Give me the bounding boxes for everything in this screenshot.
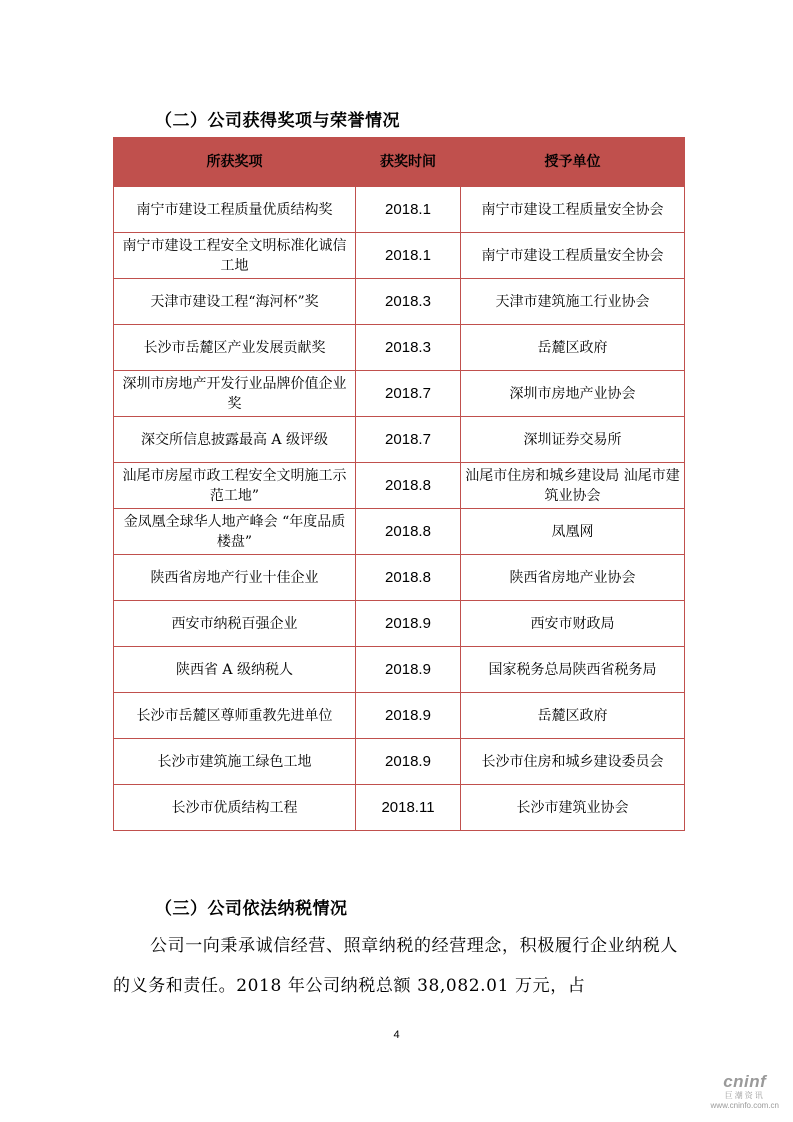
table-row [114, 509, 685, 555]
award-cell: 深交所信息披露最高 A 级评级 [114, 417, 356, 463]
table-row [114, 279, 685, 325]
award-cell: 南宁市建设工程质量优质结构奖 [114, 187, 356, 233]
tax-paragraph [113, 926, 685, 1006]
award-cell: 金凤凰全球华人地产峰会 “年度品质楼盘” [114, 509, 356, 555]
table-row [114, 601, 685, 647]
date-cell: 2018.8 [356, 509, 461, 555]
date-cell: 2018.3 [356, 325, 461, 371]
date-cell: 2018.7 [356, 371, 461, 417]
table-header-row [114, 138, 685, 187]
table-row [114, 233, 685, 279]
award-cell: 长沙市岳麓区产业发展贡献奖 [114, 325, 356, 371]
table-row [114, 187, 685, 233]
org-cell: 国家税务总局陕西省税务局 [461, 647, 685, 693]
date-cell: 2018.11 [356, 785, 461, 831]
date-cell: 2018.1 [356, 233, 461, 279]
logo-sub: 巨潮资讯 [724, 1091, 765, 1100]
table-row [114, 371, 685, 417]
table-row [114, 417, 685, 463]
logo-brand: cninf [723, 1072, 767, 1091]
org-cell: 岳麓区政府 [461, 325, 685, 371]
date-cell: 2018.9 [356, 647, 461, 693]
award-cell: 长沙市优质结构工程 [114, 785, 356, 831]
date-cell: 2018.8 [356, 555, 461, 601]
header-award: 所获奖项 [114, 138, 356, 187]
header-org: 授予单位 [461, 138, 685, 187]
award-cell: 长沙市岳麓区尊师重教先进单位 [114, 693, 356, 739]
table-row [114, 739, 685, 785]
tax-paragraph-text: 公司一向秉承诚信经营、照章纳税的经营理念，积极履行企业纳税人的义务和责任。2018 年公司纳税总额 38,082.01 万元，占 [113, 936, 678, 996]
award-cell: 深圳市房地产开发行业品牌价值企业奖 [114, 371, 356, 417]
org-cell: 岳麓区政府 [461, 693, 685, 739]
date-cell: 2018.1 [356, 187, 461, 233]
org-cell: 汕尾市住房和城乡建设局 汕尾市建筑业协会 [461, 463, 685, 509]
award-cell: 陕西省 A 级纳税人 [114, 647, 356, 693]
org-cell: 深圳证券交易所 [461, 417, 685, 463]
date-cell: 2018.7 [356, 417, 461, 463]
table-row [114, 325, 685, 371]
org-cell: 凤凰网 [461, 509, 685, 555]
page-number: 4 [393, 1029, 400, 1041]
table-row [114, 647, 685, 693]
award-cell: 天津市建设工程“海河杯”奖 [114, 279, 356, 325]
section-heading-tax: （三）公司依法纳税情况 [155, 899, 348, 919]
org-cell: 深圳市房地产业协会 [461, 371, 685, 417]
org-cell: 陕西省房地产业协会 [461, 555, 685, 601]
org-cell: 南宁市建设工程质量安全协会 [461, 187, 685, 233]
logo-url: www.cninfo.com.cn [710, 1101, 779, 1110]
org-cell: 长沙市建筑业协会 [461, 785, 685, 831]
date-cell: 2018.9 [356, 601, 461, 647]
header-date: 获奖时间 [356, 138, 461, 187]
award-cell: 汕尾市房屋市政工程安全文明施工示范工地” [114, 463, 356, 509]
date-cell: 2018.3 [356, 279, 461, 325]
table-row [114, 785, 685, 831]
award-cell: 长沙市建筑施工绿色工地 [114, 739, 356, 785]
cninfo-watermark-logo [711, 1072, 779, 1110]
section-heading-awards: （二）公司获得奖项与荣誉情况 [155, 111, 400, 131]
award-cell: 陕西省房地产行业十佳企业 [114, 555, 356, 601]
awards-table [113, 137, 685, 831]
table-row [114, 555, 685, 601]
org-cell: 南宁市建设工程质量安全协会 [461, 233, 685, 279]
date-cell: 2018.8 [356, 463, 461, 509]
date-cell: 2018.9 [356, 693, 461, 739]
date-cell: 2018.9 [356, 739, 461, 785]
org-cell: 天津市建筑施工行业协会 [461, 279, 685, 325]
award-cell: 西安市纳税百强企业 [114, 601, 356, 647]
org-cell: 长沙市住房和城乡建设委员会 [461, 739, 685, 785]
org-cell: 西安市财政局 [461, 601, 685, 647]
table-row [114, 693, 685, 739]
table-row [114, 463, 685, 509]
award-cell: 南宁市建设工程安全文明标准化诚信工地 [114, 233, 356, 279]
